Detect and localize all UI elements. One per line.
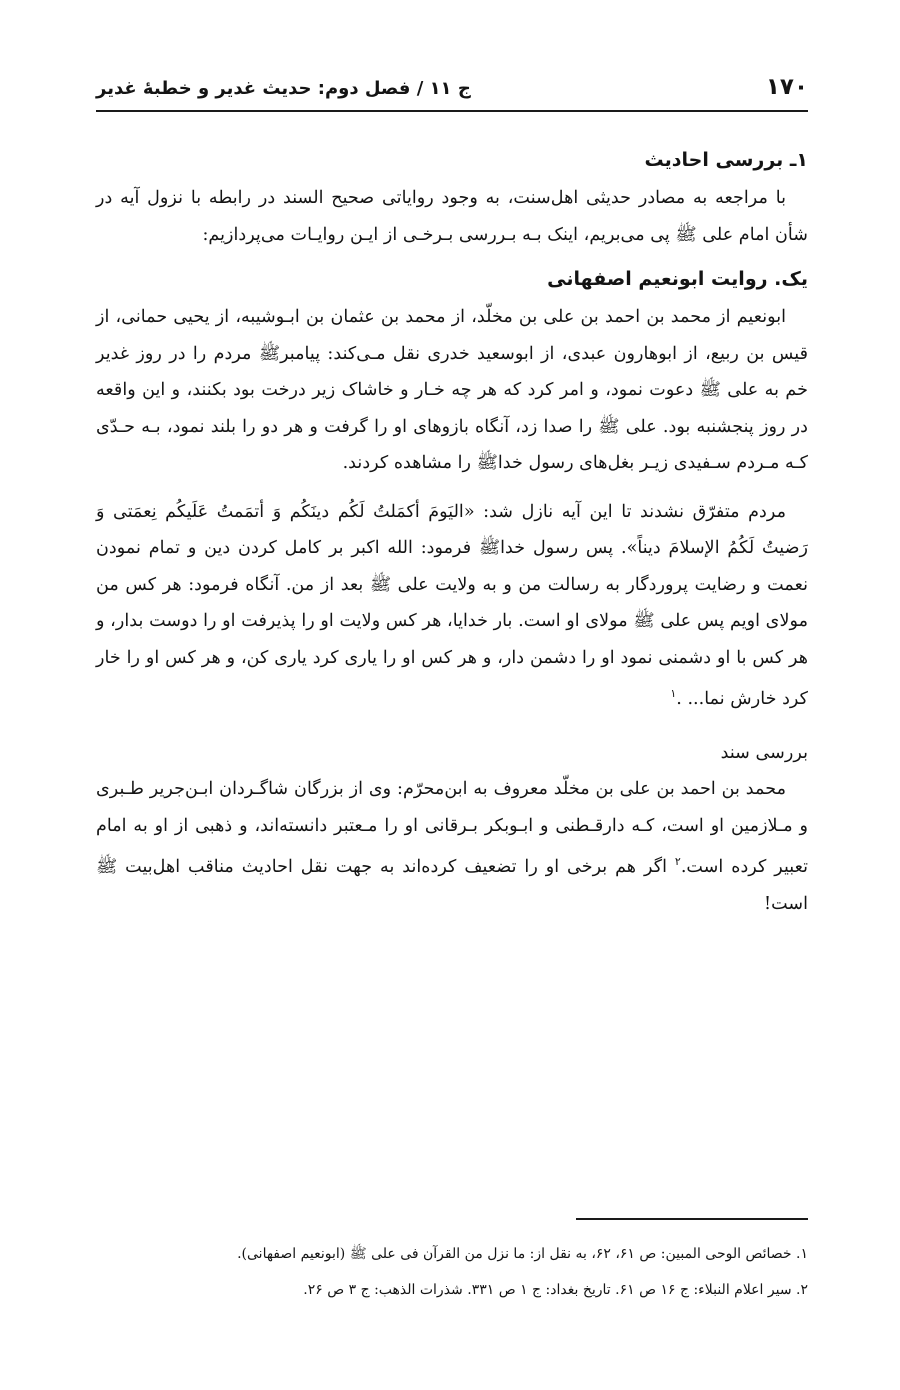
section-heading-abunuaym: یک. روایت ابونعیم اصفهانی (547, 268, 808, 290)
section-heading-review-hadiths: ۱ـ بررسی احادیث (644, 149, 808, 171)
footnote-divider (576, 1218, 808, 1220)
paragraph-chain-tail: اگر هم برخی او را تضعیف کرده‌اند به جهت نقل احادیث مناقب اهل‌بیت ﷺ است! (96, 857, 808, 914)
footnotes (96, 1236, 808, 1308)
footnote-2: ۲. سیر اعلام النبلاء: ج ۱۶ ص ۶۱. تاریخ بغداد: ج ۱ ص ۳۳۱. شذرات الذهب: ج ۳ ص ۲۶. (303, 1282, 808, 1298)
paragraph-chain-text: محمد بن احمد بن علی بن مخلّد معروف به ابن‌محرّم: وی از بزرگان شاگـردان ابـن‌جریر طـبری و مـلازمین او است، کـه دارقـطنی و ابـوبکر بـرقانی او را مـعتبر دانسته‌اند، و ذهبی از او به امام تعبیر کرده است. (96, 779, 808, 878)
footnote-ref-1[interactable]: ۱ (670, 687, 677, 700)
paragraph-intro: با مراجعه به مصادر حدیثی اهل‌سنت، به وجود روایاتی صحیح السند در رابطه با نزول آیه در شأن امام علی ﷺ پی می‌بریم، اینک بـه بـررسی بـرخـی از ایـن روایـات می‌پردازیم: (96, 188, 808, 245)
footnote-1: ۱. خصائص الوحی المبین: ص ۶۱، ۶۲، به نقل از: ما نزل من القرآن فی علی ﷺ (ابونعیم اصفهانی). (237, 1246, 808, 1262)
running-header-title: ج ۱۱ / فصل دوم: حدیث غدیر و خطبهٔ غدیر (96, 78, 471, 99)
paragraph-chain (96, 771, 808, 922)
subheading-chain-review: بررسی سند (720, 743, 808, 764)
page-number: ۱۷۰ (765, 74, 808, 100)
page-body (96, 146, 808, 922)
running-header (96, 74, 808, 112)
paragraph-verse-text: مردم متفرّق نشدند تا این آیه نازل شد: «الیَومَ أکمَلتُ لَکُم دینَکُم وَ أتمَمتُ عَلَیکُم نِعمَتی وَ رَضیتُ لَکُمُ الإسلامَ دیناً». پس رسول خداﷺ فرمود: الله اکبر بر کامل کردن دین و تمام نمودن نعمت و رضایت پروردگار به رسالت من و به ولایت علی ﷺ بعد از من. آنگاه فرمود: هر کس من مولای اویم پس علی ﷺ مولای او است. بار خدایا، هر کس ولایت او را پذیرفت او را دوست بدار، و هر کس با او دشمنی نمود او را دشمن دار، و هر کس او را یاری کرد یاری کن، و هر کس او را خار کرد خارش نما... . (96, 501, 808, 709)
book-page (96, 0, 808, 1390)
paragraph-narration: ابونعیم از محمد بن احمد بن علی بن مخلّد، از محمد بن عثمان بن ابـوشیبه، از یحیی حمانی، از قیس بن ربیع، از ابوهارون عبدی، از ابوسعید خدری نقل مـی‌کند: پیامبرﷺ مردم را در روز غدیر خم به علی ﷺ دعوت نمود، و امر کرد که هر چه خـار و خاشاک زیر درخت بود بکنند، و این واقعه در روز پنجشنبه بود. علی ﷺ را صدا زد، آنگاه بازوهای او را گرفت و هر دو را بلند نمود، بـه حـدّی کـه مـردم سـفیدی زیـر بغل‌های رسول خداﷺ را مشاهده کردند. (96, 307, 808, 473)
footnote-ref-2[interactable]: ۲ (674, 855, 681, 869)
paragraph-verse (96, 494, 808, 718)
